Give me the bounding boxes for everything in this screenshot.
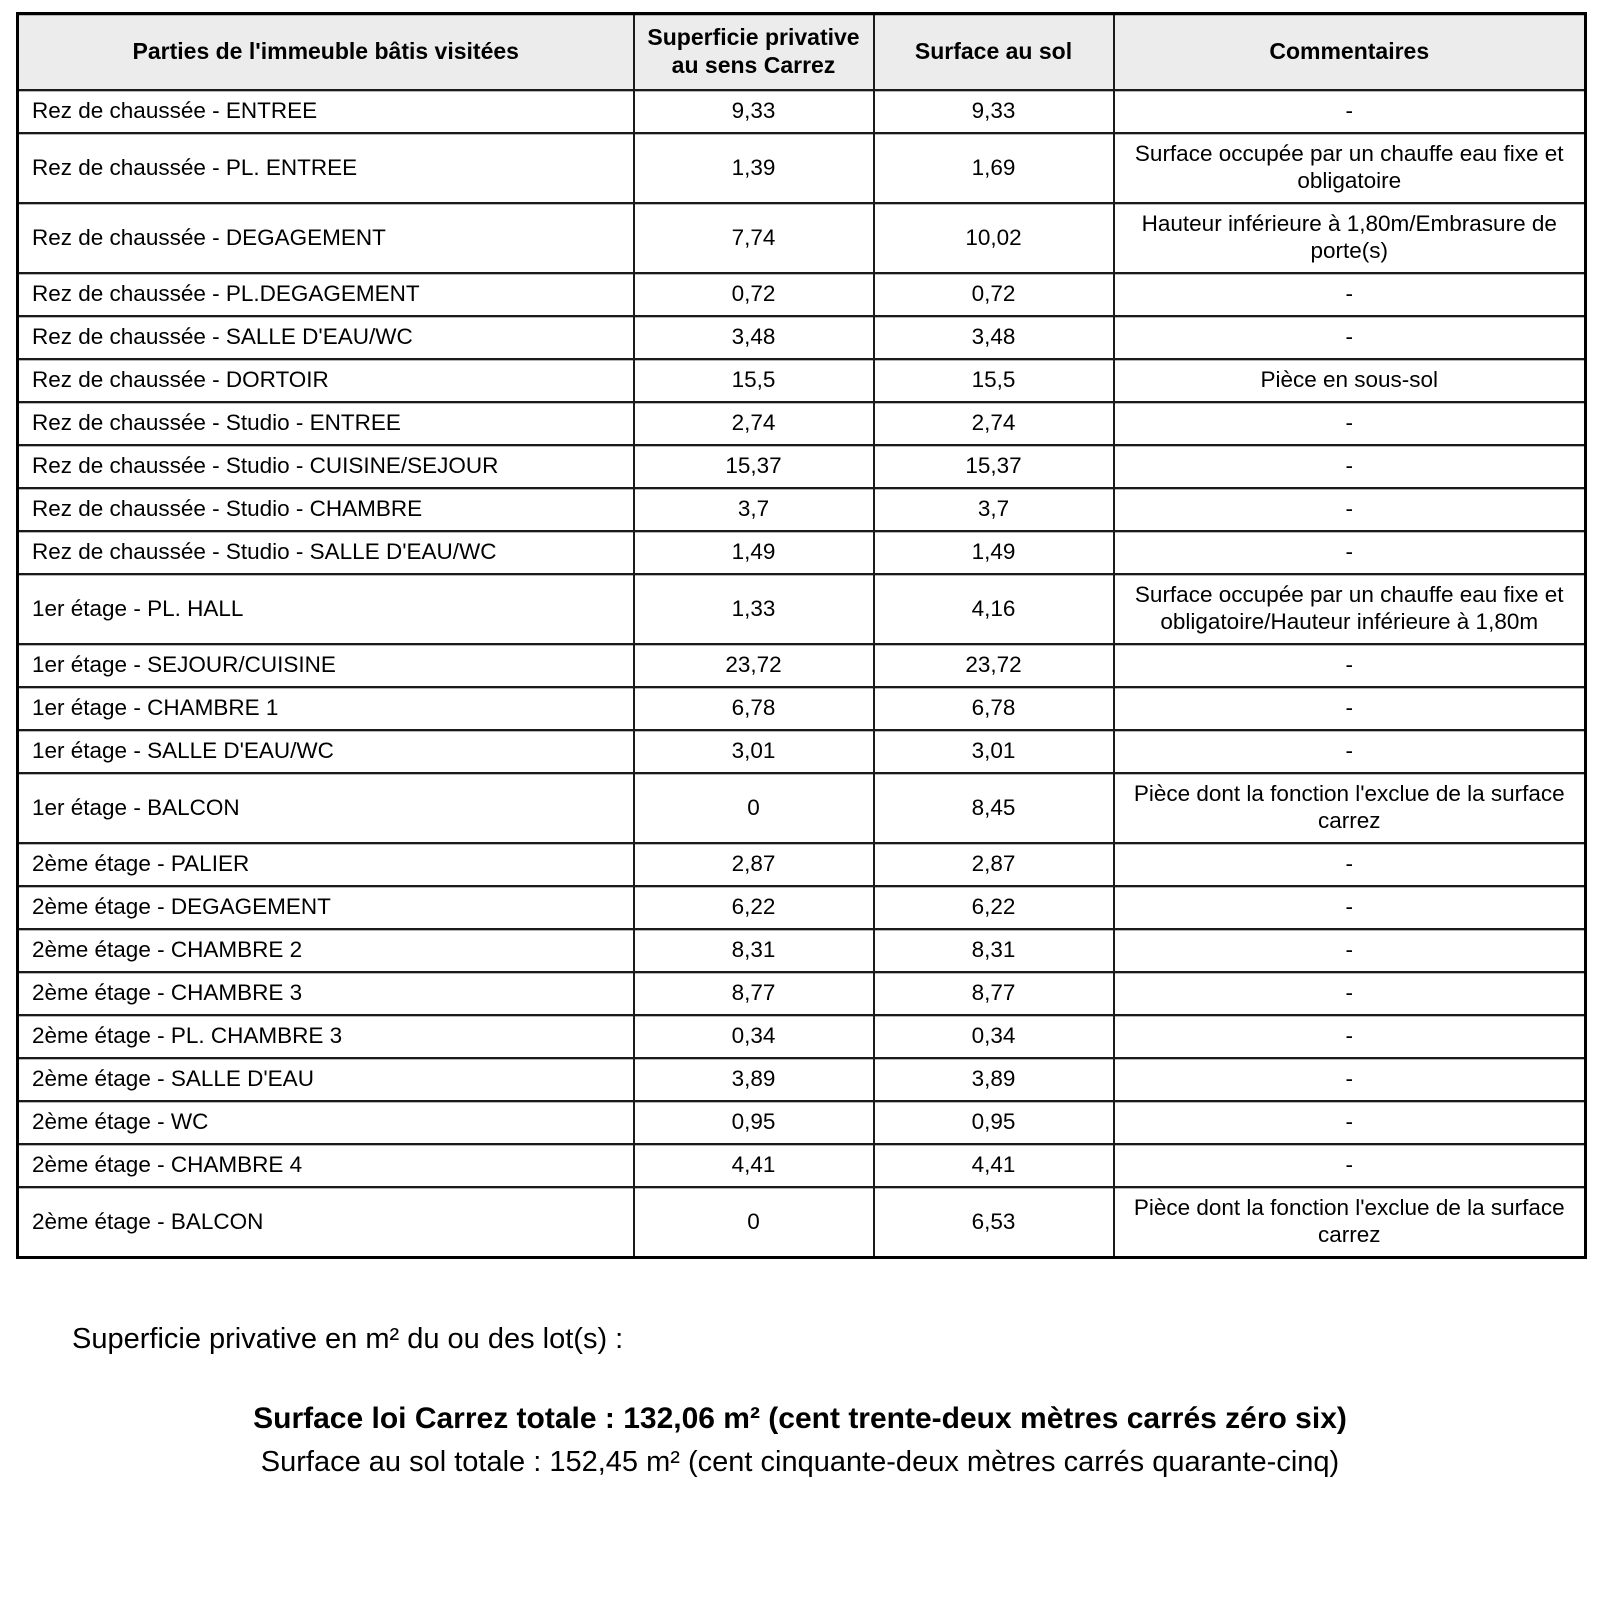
table-row [18, 929, 1586, 972]
table-row [18, 574, 1586, 644]
table-row [18, 402, 1586, 445]
carrez-value-cell: 1,49 [634, 531, 874, 574]
carrez-value-cell: 23,72 [634, 644, 874, 687]
comment-cell: - [1114, 972, 1586, 1015]
table-row [18, 1187, 1586, 1258]
comment-cell: - [1114, 929, 1586, 972]
sol-value-cell: 0,95 [874, 1101, 1114, 1144]
carrez-value-cell: 8,77 [634, 972, 874, 1015]
comment-cell: - [1114, 730, 1586, 773]
sol-value-cell: 0,72 [874, 273, 1114, 316]
room-label-cell: 2ème étage - PL. CHAMBRE 3 [18, 1015, 634, 1058]
room-label-cell: 1er étage - CHAMBRE 1 [18, 687, 634, 730]
sol-value-cell: 8,45 [874, 773, 1114, 843]
totals-footer [16, 1323, 1584, 1479]
sol-value-cell: 9,33 [874, 90, 1114, 133]
room-label-cell: Rez de chaussée - ENTREE [18, 90, 634, 133]
table-row [18, 531, 1586, 574]
comment-cell: Pièce en sous-sol [1114, 359, 1586, 402]
sol-value-cell: 0,34 [874, 1015, 1114, 1058]
comment-cell: - [1114, 1015, 1586, 1058]
lots-label: Superficie privative en m² du ou des lot(s) : [72, 1323, 624, 1355]
table-row [18, 445, 1586, 488]
table-header-row [18, 14, 1586, 91]
room-label-cell: 1er étage - SEJOUR/CUISINE [18, 644, 634, 687]
room-label-cell: Rez de chaussée - Studio - ENTREE [18, 402, 634, 445]
sol-value-cell: 6,22 [874, 886, 1114, 929]
sol-value-cell: 6,53 [874, 1187, 1114, 1258]
table-row [18, 730, 1586, 773]
comment-cell: Pièce dont la fonction l'exclue de la surface carrez [1114, 773, 1586, 843]
carrez-value-cell: 6,22 [634, 886, 874, 929]
comment-cell: Hauteur inférieure à 1,80m/Embrasure de porte(s) [1114, 203, 1586, 273]
carrez-value-cell: 3,48 [634, 316, 874, 359]
room-label-cell: Rez de chaussée - DORTOIR [18, 359, 634, 402]
table-row [18, 773, 1586, 843]
sol-value-cell: 2,74 [874, 402, 1114, 445]
carrez-value-cell: 0,34 [634, 1015, 874, 1058]
room-label-cell: Rez de chaussée - PL. ENTREE [18, 133, 634, 203]
carrez-value-cell: 8,31 [634, 929, 874, 972]
carrez-value-cell: 0 [634, 773, 874, 843]
comment-cell: - [1114, 445, 1586, 488]
sol-value-cell: 4,41 [874, 1144, 1114, 1187]
sol-value-cell: 3,89 [874, 1058, 1114, 1101]
room-label-cell: Rez de chaussée - Studio - SALLE D'EAU/WC [18, 531, 634, 574]
comment-cell: - [1114, 1101, 1586, 1144]
carrez-surface-table [16, 12, 1587, 1259]
room-label-cell: 1er étage - PL. HALL [18, 574, 634, 644]
room-label-cell: 2ème étage - CHAMBRE 4 [18, 1144, 634, 1187]
table-row [18, 316, 1586, 359]
sol-value-cell: 15,37 [874, 445, 1114, 488]
carrez-value-cell: 15,37 [634, 445, 874, 488]
comment-cell: - [1114, 488, 1586, 531]
carrez-value-cell: 1,33 [634, 574, 874, 644]
room-label-cell: 2ème étage - DEGAGEMENT [18, 886, 634, 929]
comment-cell: - [1114, 402, 1586, 445]
carrez-value-cell: 3,7 [634, 488, 874, 531]
table-row [18, 886, 1586, 929]
comment-cell: - [1114, 886, 1586, 929]
comment-cell: Surface occupée par un chauffe eau fixe et obligatoire [1114, 133, 1586, 203]
sol-value-cell: 2,87 [874, 843, 1114, 886]
carrez-value-cell: 0,72 [634, 273, 874, 316]
total-carrez-line: Surface loi Carrez totale : 132,06 m² (cent trente-deux mètres carrés zéro six) [253, 1402, 1347, 1435]
room-label-cell: 2ème étage - BALCON [18, 1187, 634, 1258]
table-row [18, 1058, 1586, 1101]
comment-cell: - [1114, 273, 1586, 316]
sol-value-cell: 3,48 [874, 316, 1114, 359]
table-row [18, 90, 1586, 133]
sol-value-cell: 4,16 [874, 574, 1114, 644]
carrez-value-cell: 4,41 [634, 1144, 874, 1187]
total-sol-line: Surface au sol totale : 152,45 m² (cent cinquante-deux mètres carrés quarante-cinq) [260, 1446, 1340, 1478]
table-row [18, 1144, 1586, 1187]
header-superficie-carrez: Superficie privative au sens Carrez [634, 14, 874, 91]
room-label-cell: 1er étage - BALCON [18, 773, 634, 843]
comment-cell: - [1114, 316, 1586, 359]
sol-value-cell: 8,31 [874, 929, 1114, 972]
sol-value-cell: 10,02 [874, 203, 1114, 273]
room-label-cell: 2ème étage - WC [18, 1101, 634, 1144]
table-row [18, 359, 1586, 402]
room-label-cell: Rez de chaussée - Studio - CUISINE/SEJOUR [18, 445, 634, 488]
sol-value-cell: 1,69 [874, 133, 1114, 203]
table-row [18, 644, 1586, 687]
table-row [18, 1101, 1586, 1144]
carrez-value-cell: 2,87 [634, 843, 874, 886]
comment-cell: Pièce dont la fonction l'exclue de la surface carrez [1114, 1187, 1586, 1258]
header-surface-sol: Surface au sol [874, 14, 1114, 91]
room-label-cell: 1er étage - SALLE D'EAU/WC [18, 730, 634, 773]
room-label-cell: Rez de chaussée - DEGAGEMENT [18, 203, 634, 273]
header-commentaires: Commentaires [1114, 14, 1586, 91]
header-parties: Parties de l'immeuble bâtis visitées [18, 14, 634, 91]
sol-value-cell: 3,7 [874, 488, 1114, 531]
comment-cell: - [1114, 687, 1586, 730]
room-label-cell: 2ème étage - CHAMBRE 2 [18, 929, 634, 972]
sol-value-cell: 1,49 [874, 531, 1114, 574]
table-row [18, 273, 1586, 316]
room-label-cell: Rez de chaussée - SALLE D'EAU/WC [18, 316, 634, 359]
table-row [18, 488, 1586, 531]
sol-value-cell: 15,5 [874, 359, 1114, 402]
table-row [18, 133, 1586, 203]
carrez-value-cell: 3,89 [634, 1058, 874, 1101]
carrez-value-cell: 0,95 [634, 1101, 874, 1144]
comment-cell: - [1114, 1058, 1586, 1101]
comment-cell: - [1114, 90, 1586, 133]
sol-value-cell: 3,01 [874, 730, 1114, 773]
room-label-cell: 2ème étage - CHAMBRE 3 [18, 972, 634, 1015]
carrez-value-cell: 0 [634, 1187, 874, 1258]
room-label-cell: Rez de chaussée - Studio - CHAMBRE [18, 488, 634, 531]
comment-cell: - [1114, 1144, 1586, 1187]
sol-value-cell: 8,77 [874, 972, 1114, 1015]
room-label-cell: 2ème étage - PALIER [18, 843, 634, 886]
carrez-value-cell: 7,74 [634, 203, 874, 273]
room-label-cell: 2ème étage - SALLE D'EAU [18, 1058, 634, 1101]
table-row [18, 687, 1586, 730]
table-row [18, 843, 1586, 886]
table-row [18, 203, 1586, 273]
carrez-value-cell: 2,74 [634, 402, 874, 445]
comment-cell: Surface occupée par un chauffe eau fixe et obligatoire/Hauteur inférieure à 1,80m [1114, 574, 1586, 644]
carrez-value-cell: 6,78 [634, 687, 874, 730]
comment-cell: - [1114, 531, 1586, 574]
sol-value-cell: 23,72 [874, 644, 1114, 687]
table-row [18, 1015, 1586, 1058]
comment-cell: - [1114, 644, 1586, 687]
table-row [18, 972, 1586, 1015]
carrez-value-cell: 15,5 [634, 359, 874, 402]
carrez-value-cell: 9,33 [634, 90, 874, 133]
room-label-cell: Rez de chaussée - PL.DEGAGEMENT [18, 273, 634, 316]
comment-cell: - [1114, 843, 1586, 886]
sol-value-cell: 6,78 [874, 687, 1114, 730]
carrez-value-cell: 1,39 [634, 133, 874, 203]
carrez-value-cell: 3,01 [634, 730, 874, 773]
